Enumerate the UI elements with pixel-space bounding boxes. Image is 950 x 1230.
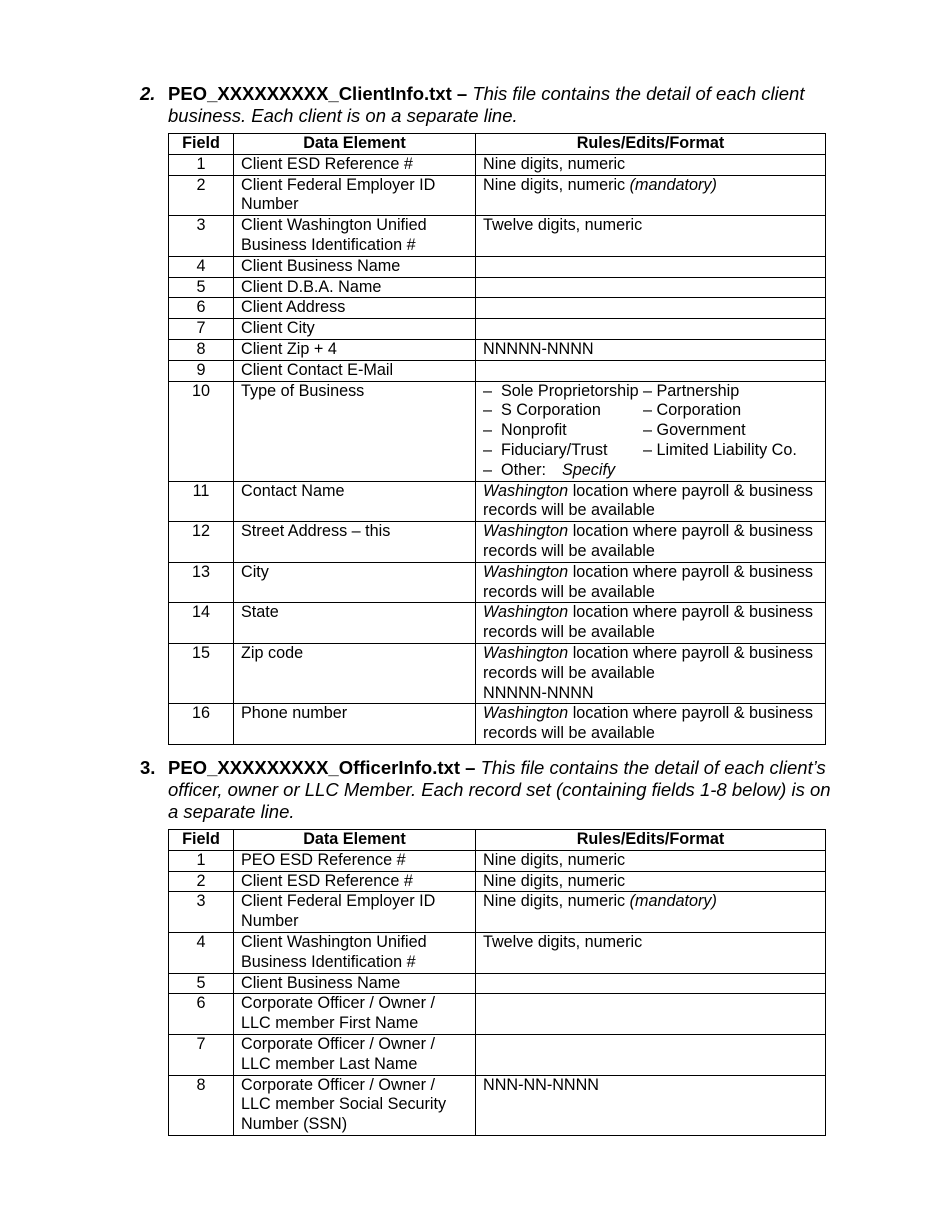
rule-text: Nine digits, numeric <box>483 154 626 173</box>
data-element: Client City <box>234 319 476 340</box>
data-element: Type of Business <box>234 381 476 481</box>
rule-text: location where payroll & business records will be available <box>483 643 813 682</box>
file-description: This file contains the detail of each client business. Each client is on a separate line. <box>168 83 805 126</box>
rule-text: Nine digits, numeric <box>483 871 626 890</box>
field-number: 2 <box>169 175 234 216</box>
rule-format <box>476 339 826 360</box>
table-row <box>169 256 826 277</box>
data-element: Corporate Officer / Owner / LLC member Social Security Number (SSN) <box>234 1075 476 1135</box>
business-type-option: S Corporation <box>501 401 601 420</box>
field-number: 10 <box>169 381 234 481</box>
rule-format <box>476 319 826 340</box>
table-row <box>169 892 826 933</box>
dash-bullet: – <box>483 401 493 420</box>
field-number: 4 <box>169 256 234 277</box>
table-row <box>169 994 826 1035</box>
table-row <box>169 277 826 298</box>
table-row <box>169 298 826 319</box>
data-element: Client Business Name <box>234 973 476 994</box>
dash-bullet: – <box>483 460 493 479</box>
rule-format <box>476 154 826 175</box>
rule-format <box>476 216 826 257</box>
field-number: 2 <box>169 871 234 892</box>
header-data-element: Data Element <box>234 830 476 851</box>
data-element: Corporate Officer / Owner / LLC member Last Name <box>234 1034 476 1075</box>
field-number: 5 <box>169 277 234 298</box>
rule-format <box>476 381 826 481</box>
dash-bullet: – <box>483 421 493 440</box>
rule-note: (mandatory) <box>629 892 717 911</box>
field-number: 15 <box>169 643 234 703</box>
field-number: 14 <box>169 603 234 644</box>
table-row <box>169 154 826 175</box>
business-type-option: Nonprofit <box>501 421 567 440</box>
rule-format <box>476 603 826 644</box>
header-rules: Rules/Edits/Format <box>476 830 826 851</box>
data-element: Street Address – this <box>234 522 476 563</box>
data-element: Client ESD Reference # <box>234 154 476 175</box>
officer-info-table <box>168 829 826 1136</box>
header-data-element: Data Element <box>234 134 476 155</box>
data-element: City <box>234 562 476 603</box>
rule-format <box>476 175 826 216</box>
table-row <box>169 850 826 871</box>
table-row <box>169 603 826 644</box>
table-row <box>169 381 826 481</box>
table-header-row <box>169 134 826 155</box>
data-element: Contact Name <box>234 481 476 522</box>
table-row <box>169 1075 826 1135</box>
business-type-line <box>483 421 818 441</box>
field-number: 7 <box>169 319 234 340</box>
field-number: 1 <box>169 154 234 175</box>
table-row <box>169 1034 826 1075</box>
section-number: 2. <box>140 83 156 104</box>
dash-bullet: – <box>483 440 493 459</box>
field-number: 13 <box>169 562 234 603</box>
header-field: Field <box>169 830 234 851</box>
rule-format <box>476 1075 826 1135</box>
field-number: 5 <box>169 973 234 994</box>
rule-format <box>476 994 826 1035</box>
header-rules: Rules/Edits/Format <box>476 134 826 155</box>
rule-format <box>476 1034 826 1075</box>
rule-text: Nine digits, numeric <box>483 892 626 911</box>
rule-text: Twelve digits, numeric <box>483 932 643 951</box>
data-element: Corporate Officer / Owner / LLC member First Name <box>234 994 476 1035</box>
table-row <box>169 216 826 257</box>
rule-emphasis: Washington <box>483 704 569 723</box>
business-type-option: Other: <box>501 460 546 479</box>
rule-text: location where payroll & business records will be available <box>483 522 813 560</box>
rule-format <box>476 298 826 319</box>
rule-text: Nine digits, numeric <box>483 175 626 194</box>
business-type-line <box>483 401 818 421</box>
section-officer-info <box>140 757 840 1136</box>
field-number: 3 <box>169 216 234 257</box>
field-number: 16 <box>169 704 234 745</box>
rule-text: location where payroll & business records will be available <box>483 704 813 743</box>
rule-format <box>476 704 826 745</box>
data-element: Client Federal Employer ID Number <box>234 175 476 216</box>
rule-format <box>476 850 826 871</box>
table-row <box>169 481 826 522</box>
rule-text: Nine digits, numeric <box>483 850 626 869</box>
data-element: Client Business Name <box>234 256 476 277</box>
table-row <box>169 522 826 563</box>
header-field: Field <box>169 134 234 155</box>
business-type-option: – Limited Liability Co. <box>643 440 797 459</box>
rule-emphasis: Washington <box>483 603 569 622</box>
data-element: Client Washington Unified Business Identification # <box>234 932 476 973</box>
section-client-info <box>140 83 840 745</box>
section-heading <box>140 83 840 127</box>
rule-text: location where payroll & business records will be available <box>483 562 813 601</box>
business-type-option: – Partnership <box>643 381 740 400</box>
field-number: 4 <box>169 932 234 973</box>
data-element: Zip code <box>234 643 476 703</box>
file-name: PEO_XXXXXXXXX_ClientInfo.txt – <box>168 83 468 104</box>
rule-text: NNN-NN-NNNN <box>483 1075 599 1094</box>
rule-format <box>476 871 826 892</box>
data-element: PEO ESD Reference # <box>234 850 476 871</box>
data-element: Phone number <box>234 704 476 745</box>
rule-emphasis: Washington <box>483 562 569 581</box>
business-type-option: Fiduciary/Trust <box>501 440 608 459</box>
field-number: 12 <box>169 522 234 563</box>
rule-format <box>476 973 826 994</box>
file-description: This file contains the detail of each client’s officer, owner or LLC Member. Each record set (containing fields 1-8 below) is on a separate line. <box>168 757 831 822</box>
table-row <box>169 175 826 216</box>
rule-note: (mandatory) <box>629 175 717 194</box>
field-number: 11 <box>169 481 234 522</box>
table-header-row <box>169 830 826 851</box>
rule-format <box>476 360 826 381</box>
field-number: 3 <box>169 892 234 933</box>
section-number: 3. <box>140 757 156 778</box>
rule-format <box>476 256 826 277</box>
data-element: Client Zip + 4 <box>234 339 476 360</box>
data-element: Client Contact E-Mail <box>234 360 476 381</box>
rule-format <box>476 522 826 563</box>
rule-format <box>476 892 826 933</box>
data-element: Client ESD Reference # <box>234 871 476 892</box>
table-row <box>169 932 826 973</box>
business-type-line <box>483 461 818 481</box>
rule-format <box>476 643 826 703</box>
rule-emphasis: Washington <box>483 643 569 662</box>
field-number: 6 <box>169 994 234 1035</box>
business-type-option: – Government <box>643 421 746 440</box>
table-row <box>169 562 826 603</box>
field-number: 6 <box>169 298 234 319</box>
field-number: 1 <box>169 850 234 871</box>
field-number: 8 <box>169 1075 234 1135</box>
table-row <box>169 339 826 360</box>
rule-format <box>476 481 826 522</box>
business-type-line <box>483 382 818 402</box>
table-row <box>169 360 826 381</box>
rule-format <box>476 562 826 603</box>
rule-format <box>476 932 826 973</box>
rule-emphasis: Washington <box>483 481 569 500</box>
data-element: Client Federal Employer ID Number <box>234 892 476 933</box>
field-number: 8 <box>169 339 234 360</box>
rule-text: location where payroll & business records will be available <box>483 481 813 520</box>
section-heading <box>140 757 840 823</box>
data-element: Client D.B.A. Name <box>234 277 476 298</box>
data-element: Client Address <box>234 298 476 319</box>
data-element: Client Washington Unified Business Identification # <box>234 216 476 257</box>
business-type-specify: Specify <box>562 460 616 479</box>
table-row <box>169 973 826 994</box>
rule-extra: NNNNN-NNNN <box>483 683 594 702</box>
table-row <box>169 319 826 340</box>
file-name: PEO_XXXXXXXXX_OfficerInfo.txt – <box>168 757 476 778</box>
business-type-option: – Corporation <box>643 401 742 420</box>
business-type-line <box>483 441 818 461</box>
rule-emphasis: Washington <box>483 522 569 541</box>
data-element: State <box>234 603 476 644</box>
dash-bullet: – <box>483 381 493 400</box>
table-row <box>169 871 826 892</box>
rule-text: NNNNN-NNNN <box>483 339 594 358</box>
rule-text: location where payroll & business records will be available <box>483 603 813 642</box>
field-number: 7 <box>169 1034 234 1075</box>
rule-format <box>476 277 826 298</box>
business-type-option: Sole Proprietorship <box>501 381 639 400</box>
client-info-table <box>168 133 826 745</box>
table-row <box>169 704 826 745</box>
rule-text: Twelve digits, numeric <box>483 216 643 235</box>
table-row <box>169 643 826 703</box>
field-number: 9 <box>169 360 234 381</box>
